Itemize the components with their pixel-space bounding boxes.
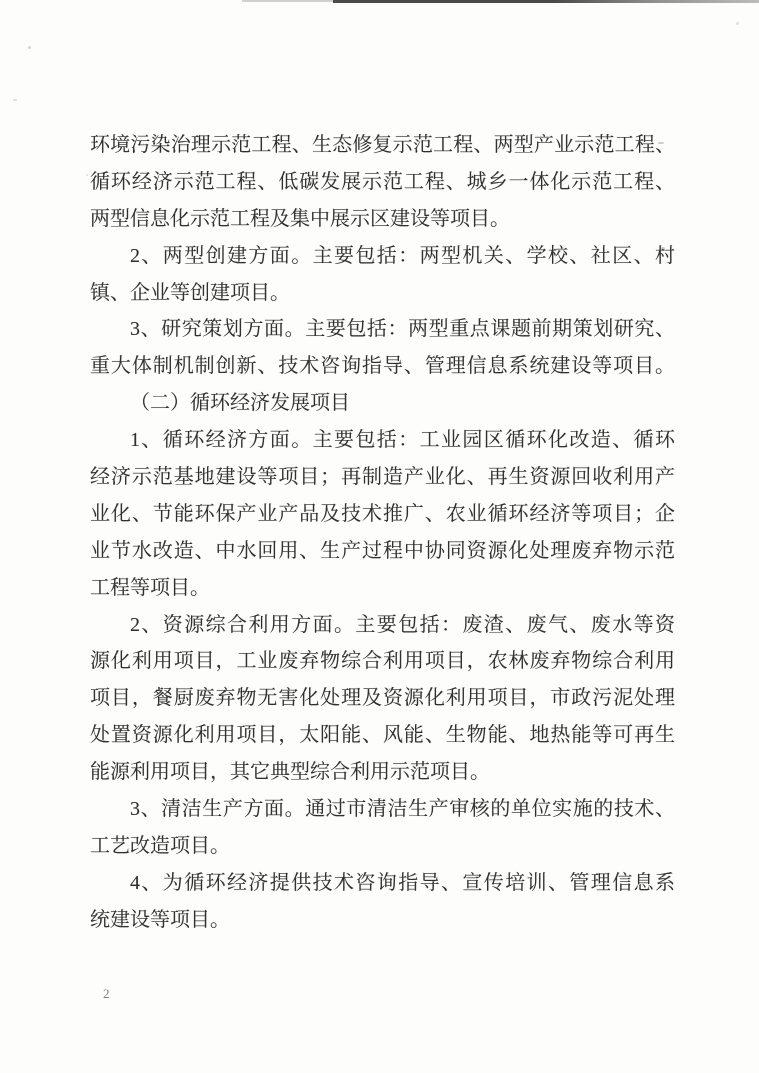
- scan-speck: [736, 22, 739, 25]
- text-line: 循环经济示范工程、低碳发展示范工程、城乡一体化示范工程、: [90, 170, 675, 193]
- text-line: （二）循环经济发展项目: [130, 392, 350, 415]
- text-line: 经济示范基地建设等项目；再制造产业化、再生资源回收利用产: [90, 466, 675, 489]
- text-line: 源化利用项目，工业废弃物综合利用项目，农林废弃物综合利用: [90, 650, 675, 673]
- text-line: 业节水改造、中水回用、生产过程中协同资源化处理废弃物示范: [90, 539, 675, 562]
- text-line: 3、清洁生产方面。通过市清洁生产审核的单位实施的技术、: [130, 798, 675, 821]
- text-line: 2、两型创建方面。主要包括：两型机关、学校、社区、村: [130, 244, 675, 267]
- page-number: 2: [103, 986, 110, 1001]
- text-line: 工艺改造项目。: [90, 834, 230, 857]
- text-line: 4、为循环经济提供技术咨询指导、宣传培训、管理信息系: [130, 871, 675, 894]
- scan-speck: [13, 99, 17, 101]
- text-line: 工程等项目。: [90, 576, 210, 599]
- text-line: 3、研究策划方面。主要包括：两型重点课题前期策划研究、: [130, 318, 675, 341]
- text-line: 镇、企业等创建项目。: [90, 281, 290, 304]
- text-line: 2、资源综合利用方面。主要包括：废渣、废气、废水等资: [130, 613, 675, 636]
- text-line: 1、循环经济方面。主要包括：工业园区循环化改造、循环: [130, 429, 675, 452]
- scan-speck: [86, 174, 88, 176]
- text-line: 重大体制机制创新、技术咨询指导、管理信息系统建设等项目。: [90, 355, 675, 378]
- text-line: 业化、节能环保产业产品及技术推广、农业循环经济等项目；企: [90, 502, 675, 525]
- text-line: 项目，餐厨废弃物无害化处理及资源化利用项目，市政污泥处理: [90, 687, 675, 710]
- text-line: 能源利用项目，其它典型综合利用示范项目。: [90, 761, 490, 784]
- text-line: 处置资源化利用项目，太阳能、风能、生物能、地热能等可再生: [90, 724, 675, 747]
- scan-edge-artifact: [242, 0, 333, 2]
- text-block: [90, 127, 675, 939]
- scan-speck: [28, 46, 31, 49]
- scan-edge-artifact: [333, 0, 759, 3]
- text-line: 统建设等项目。: [90, 908, 230, 931]
- text-line: 两型信息化示范工程及集中展示区建设等项目。: [90, 207, 510, 230]
- text-line: 环境污染治理示范工程、生态修复示范工程、两型产业示范工程、: [90, 134, 675, 156]
